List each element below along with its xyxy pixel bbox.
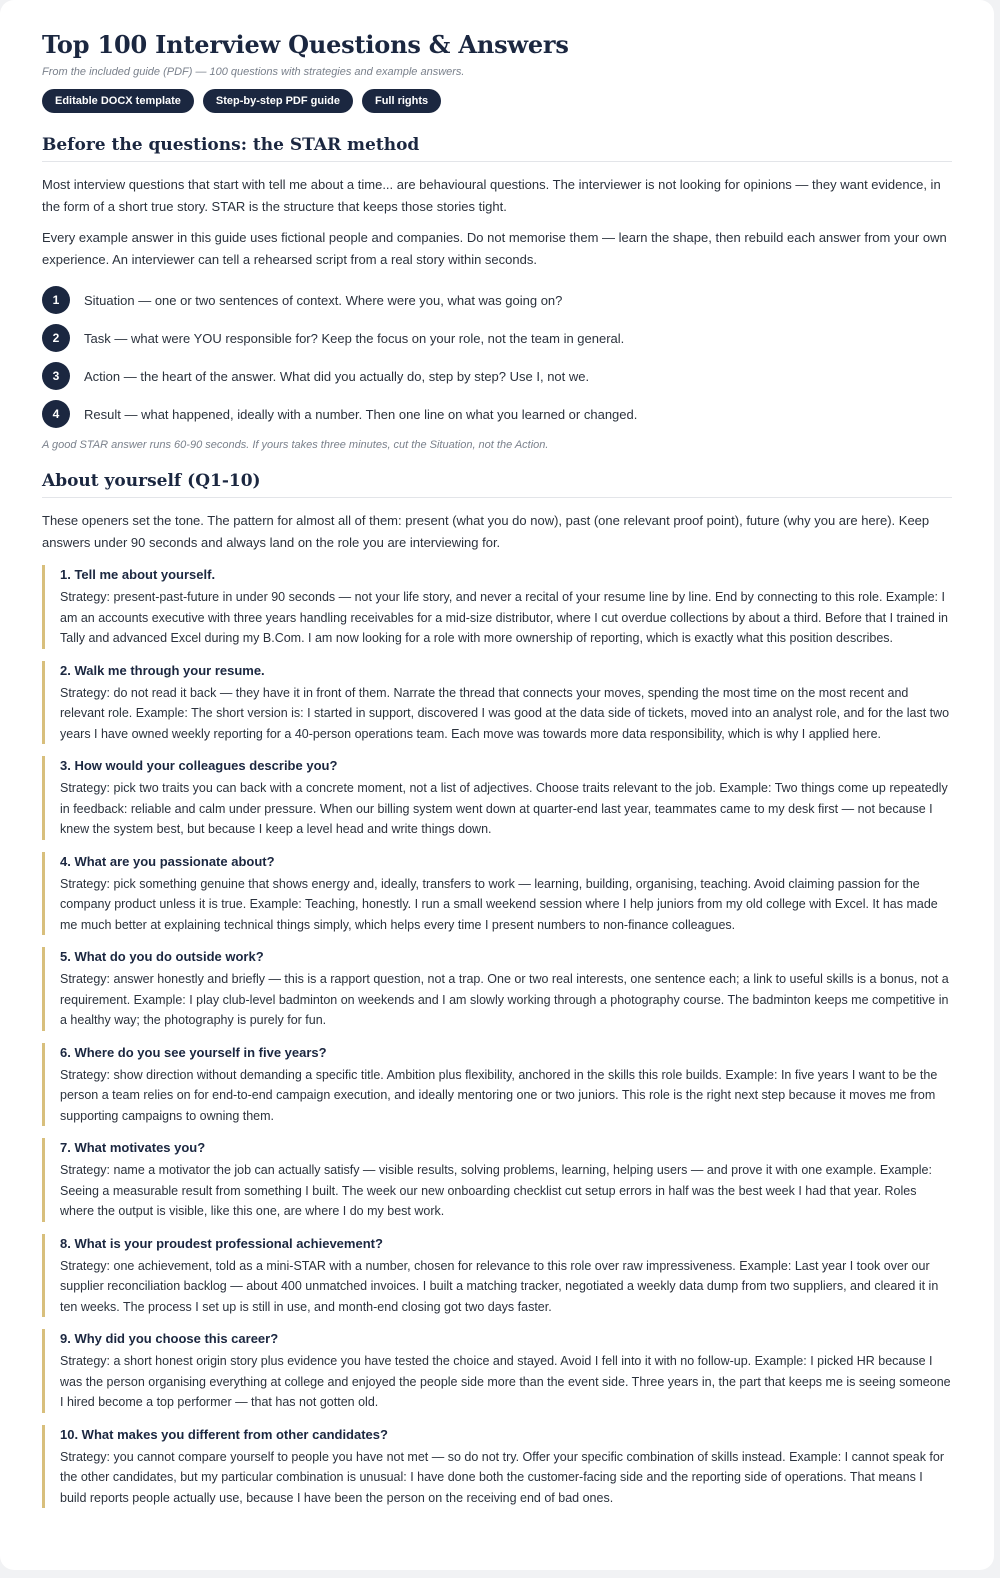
star-step xyxy=(42,319,952,357)
step-text: Result — what happened, ideally with a number. Then one line on what you learned or changed. xyxy=(84,406,638,422)
question-block xyxy=(42,1234,952,1318)
question-title: 4. What are you passionate about? xyxy=(60,853,275,869)
step-text: Action — the heart of the answer. What did you actually do, step by step? Use I, not we. xyxy=(84,368,590,384)
step-number-badge: 4 xyxy=(42,400,70,428)
question-title: 10. What makes you different from other candidates? xyxy=(60,1426,388,1442)
about-section-heading: About yourself (Q1-10) xyxy=(42,471,952,498)
question-title: 6. Where do you see yourself in five years? xyxy=(60,1044,327,1060)
question-title: 8. What is your proudest professional achievement? xyxy=(60,1235,383,1251)
star-step xyxy=(42,357,952,395)
question-answer: Strategy: a short honest origin story plus evidence you have tested the choice and stayed. Avoid I fell into it with no follow-up. Example: I picked HR because I was the person organising everything at college and enjoyed the people side more than the event side. Three years in, the part that keeps me is seeing someone I hired become a top performer — that has not gotten old. xyxy=(60,1354,951,1409)
step-number-badge: 2 xyxy=(42,324,70,352)
star-step xyxy=(42,395,952,433)
step-text: Task — what were YOU responsible for? Keep the focus on your role, not the team in general. xyxy=(84,330,625,346)
question-answer: Strategy: pick something genuine that shows energy and, ideally, transfers to work — learning, building, organising, teaching. Avoid claiming passion for the company product unless it is true. Example: Teaching, honestly. I run a small weekend session where I help juniors from my old college with Excel. It has made me much better at explaining technical things simply, which helps every time I present numbers to non-finance colleagues. xyxy=(60,876,938,932)
question-title: 9. Why did you choose this career? xyxy=(60,1331,279,1346)
step-number-badge: 1 xyxy=(42,286,70,314)
question-answer: Strategy: present-past-future in under 90 seconds — not your life story, and never a recital of your resume line by line. End by connecting to this role. Example: I am an accounts executive with three years handling receivables for a mid-size distributor, where I cut overdue collections by about a third. Before that I trained in Tally and advanced Excel during my B.Com. I am now looking for a role with more ownership of reporting, which is exactly what this position describes. xyxy=(60,590,948,645)
question-answer: Strategy: you cannot compare yourself to people you have not met — so do not try. Offer your specific combination of skills instead. Example: I cannot speak for the other candidates, but my particular combination is unusual: I have done both the customer-facing side and the reporting side of operations. That means I build reports people actually use, because I have been the person on the receiving end of bad ones. xyxy=(60,1449,945,1505)
question-answer: Strategy: answer honestly and briefly — this is a rapport question, not a trap. One or two real interests, one sentence each; a link to useful skills is a bonus, not a requirement. Example: I play club-level badminton on weekends and I am slowly working through a photography course. The badminton keeps me competitive in a healthy way; the photography is purely for fun. xyxy=(60,972,949,1027)
star-tip: A good STAR answer runs 60-90 seconds. If yours takes three minutes, cut the Situation, not the Action. xyxy=(42,439,549,451)
question-title: 1. Tell me about yourself. xyxy=(60,567,216,582)
question-block xyxy=(42,661,952,745)
question-block xyxy=(42,565,952,649)
question-block xyxy=(42,756,952,840)
star-paragraph-2: Every example answer in this guide uses fictional people and companies. Do not memorise them — learn the shape, then rebuild each answer from your own experience. An interviewer can tell a rehearsed script from a real story within seconds. xyxy=(42,230,947,267)
star-steps xyxy=(42,281,952,433)
question-answer: Strategy: show direction without demanding a specific title. Ambition plus flexibility, anchored in the skills this role builds. Example: In five years I want to be the person a team relies on for end-to-end campaign execution, and ideally mentoring one or two juniors. This role is the right next step because it moves me from supporting campaigns to owning them. xyxy=(60,1067,938,1123)
feature-pills xyxy=(42,89,952,113)
step-number-badge: 3 xyxy=(42,362,70,390)
question-block xyxy=(42,1138,952,1222)
star-section-heading: Before the questions: the STAR method xyxy=(42,135,952,162)
question-title: 3. How would your colleagues describe you? xyxy=(60,758,338,773)
question-block xyxy=(42,947,952,1031)
step-text: Situation — one or two sentences of context. Where were you, what was going on? xyxy=(84,292,563,308)
question-answer: Strategy: one achievement, told as a mini-STAR with a number, chosen for relevance to this role over raw impressiveness. Example: Last year I took over our supplier reconciliation backlog — about 400 unmatched invoices. I built a matching tracker, negotiated a weekly data dump from two suppliers, and cleared it in ten weeks. The process I set up is still in use, and month-end closing got two days faster. xyxy=(60,1258,939,1314)
question-title: 7. What motivates you? xyxy=(60,1140,206,1155)
question-title: 5. What do you do outside work? xyxy=(60,949,264,964)
star-paragraph-1: Most interview questions that start with tell me about a time... are behavioural questions. The interviewer is not looking for opinions — they want evidence, in the form of a short true story. STAR is the structure that keeps those stories tight. xyxy=(42,177,941,214)
question-block xyxy=(42,1043,952,1127)
star-step xyxy=(42,281,952,319)
question-answer: Strategy: do not read it back — they have it in front of them. Narrate the thread that connects your moves, spending the most time on the most recent and relevant role. Example: The short version is: I started in support, discovered I was good at the data side of tickets, moved into an analyst role, and for the last two years I have owned weekly reporting for a 40-person operations team. Each move was towards more data responsibility, which is why I applied here. xyxy=(60,685,950,741)
question-title: 2. Walk me through your resume. xyxy=(60,662,265,678)
pill-docx-template: Editable DOCX template xyxy=(42,89,194,113)
question-answer: Strategy: pick two traits you can back with a concrete moment, not a list of adjectives. Choose traits relevant to the job. Example: Two things come up repeatedly in feedback: reliable and calm under pressure. When our billing system went down at quarter-end last year, teammates came to my desk first — not because I knew the system best, but because I keep a level head and write things down. xyxy=(60,781,948,836)
question-block xyxy=(42,852,952,936)
question-block xyxy=(42,1425,952,1509)
about-intro: These openers set the tone. The pattern for almost all of them: present (what you do now), past (one relevant proof point), future (why you are here). Keep answers under 90 seconds and always land on the role you are interviewing for. xyxy=(42,513,930,550)
question-answer: Strategy: name a motivator the job can actually satisfy — visible results, solving problems, learning, helping users — and prove it with one example. Example: Seeing a measurable result from something I built. The week our new onboarding checklist cut setup errors in half was the best week I had that year. Roles where the output is visible, like this one, are where I do my best work. xyxy=(60,1163,932,1218)
question-block xyxy=(42,1329,952,1413)
pill-pdf-guide: Step-by-step PDF guide xyxy=(203,89,353,113)
page-title: Top 100 Interview Questions & Answers xyxy=(42,30,569,59)
pill-full-rights: Full rights xyxy=(362,89,441,113)
page-subtitle: From the included guide (PDF) — 100 questions with strategies and example answers. xyxy=(42,66,465,78)
